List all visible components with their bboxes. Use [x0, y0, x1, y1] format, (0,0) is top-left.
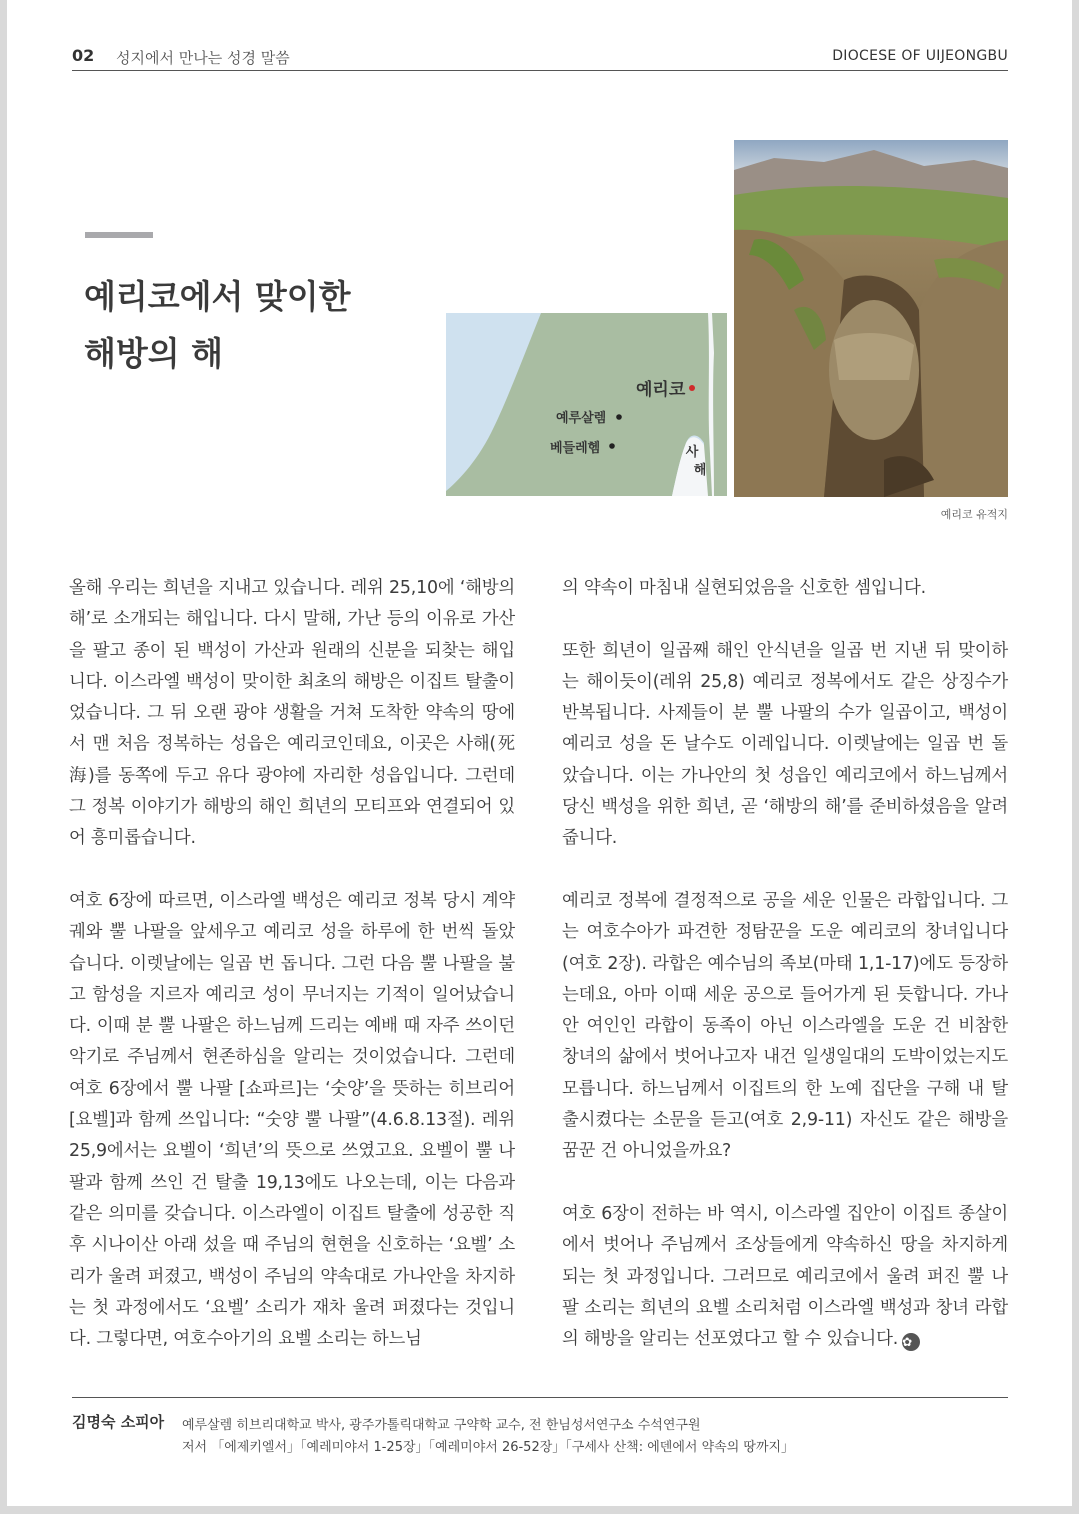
article-title-line2: 해방의 해	[84, 334, 224, 373]
page-number: 02	[72, 46, 95, 65]
page-frame-bottom	[0, 1506, 1079, 1514]
footer-divider	[72, 1397, 1008, 1398]
body-paragraph: 올해 우리는 희년을 지내고 있습니다. 레위 25,10에 ‘해방의 해’로 소개되는 해입니다. 다시 말해, 가난 등의 이유로 가산을 팔고 종이 된 백성이 가산과 원래의 신분을 되찾는 해입니다. 이스라엘 백성이 맞이한 최초의 해방은 이집트 탈출이었습니다. 그 뒤 오랜 광야 생활을 거쳐 도착한 약속의 땅에서 맨 처음 정복하는 성읍은 예리코인데요, 이곳은 사해(死海)를 동쪽에 두고 유다 광야에 자리한 성읍입니다. 그런데 그 정복 이야기가 해방의 해인 희년의 모티프와 연결되어 있어 흥미롭습니다.	[69, 578, 515, 849]
photo-caption: 예리코 유적지	[940, 508, 1008, 521]
map-land-east	[704, 313, 727, 496]
end-mark-icon: ✿	[902, 1333, 920, 1351]
body-paragraph: 의 약속이 마침내 실현되었음을 신호한 셈입니다.	[562, 578, 926, 598]
jericho-ruins-photo	[734, 140, 1008, 497]
body-column-left	[69, 573, 515, 1355]
map-dot-bethlehem	[609, 443, 615, 449]
title-accent-bar	[85, 232, 153, 238]
publisher-name: DIOCESE OF UIJEONGBU	[832, 48, 1008, 64]
body-paragraph-last	[562, 1199, 1008, 1355]
map-label-jericho: 예리코	[636, 380, 686, 400]
map-label-dead-sea-1: 사	[685, 445, 699, 460]
map-dot-jerusalem	[616, 414, 622, 420]
article-title	[84, 268, 424, 382]
page-header	[72, 46, 1008, 68]
author-bio-credentials: 예루살렘 히브리대학교 박사, 광주가톨릭대학교 구약학 교수, 전 한님성서연구소 수석연구원	[182, 1418, 701, 1433]
article-title-line1: 예리코에서 맞이한	[84, 277, 351, 316]
author-bio-books: 저서 「에제키엘서」「예레미야서 1-25장」「예레미야서 26-52장」「구세사 산책: 에덴에서 약속의 땅까지」	[182, 1440, 795, 1455]
body-paragraph: 여호 6장에 따르면, 이스라엘 백성은 예리코 정복 당시 계약 궤와 뿔 나팔을 앞세우고 예리코 성을 하루에 한 번씩 돌았습니다. 이렛날에는 일곱 번 돕니다. 그런 다음 뿔 나팔을 불고 함성을 지르자 예리코 성이 무너지는 기적이 일어났습니다. 이때 분 뿔 나팔은 하느님께 드리는 예배 때 자주 쓰이던 악기로 주님께서 현존하심을 알리는 것이었습니다. 그런데 여호 6장에서 뿔 나팔 [쇼파르]는 ‘숫양’을 뜻하는 히브리어 [요벨]과 함께 쓰입니다: “숫양 뿔 나팔”(4.6.8.13절). 레위 25,9에서는 요벨이 ‘희년’의 뜻으로 쓰였고요. 요벨이 뿔 나팔과 함께 쓰인 건 탈출 19,13에도 나오는데, 이는 다음과 같은 의미를 갖습니다. 이스라엘이 이집트 탈출에 성공한 직후 시나이산 아래 섰을 때 주님의 현현을 신호하는 ‘요벨’ 소리가 울려 퍼졌고, 백성이 주님의 약속대로 가나안을 차지하는 첫 과정에서도 ‘요벨’ 소리가 재차 울려 퍼졌다는 것입니다. 그렇다면, 여호수아기의 요벨 소리는 하느님	[69, 890, 515, 1350]
map-label-jerusalem: 예루살렘	[556, 411, 607, 426]
author-name: 김명숙 소피아	[72, 1413, 165, 1431]
header-divider	[72, 70, 1008, 71]
section-title: 성지에서 만나는 성경 말씀	[116, 49, 290, 67]
body-paragraph: 예리코 정복에 결정적으로 공을 세운 인물은 라합입니다. 그는 여호수아가 파견한 정탐꾼을 도운 예리코의 창녀입니다(여호 2장). 라합은 예수님의 족보(마태 1,1-17)에도 등장하는데요, 아마 이때 세운 공으로 들어가게 된 듯합니다. 가나안 여인인 라합이 동족이 아닌 이스라엘을 도운 건 비참한 창녀의 삶에서 벗어나고자 내건 일생일대의 도박이었는지도 모릅니다. 하느님께서 이집트의 한 노예 집단을 구해 내 탈출시켰다는 소문을 듣고(여호 2,9-11) 자신도 같은 해방을 꿈꾼 건 아니었을까요?	[562, 890, 1008, 1162]
jericho-map	[446, 313, 727, 496]
body-paragraph-text: 여호 6장이 전하는 바 역시, 이스라엘 집안이 이집트 종살이에서 벗어나 주님께서 조상들에게 약속하신 땅을 차지하게 되는 첫 과정입니다. 그러므로 예리코에서 울려 퍼진 뿔 나팔 소리는 희년의 요벨 소리처럼 이스라엘 백성과 창녀 라합의 해방을 알리는 선포였다고 할 수 있습니다.	[562, 1203, 1008, 1350]
body-column-right	[562, 573, 1008, 1355]
page-frame-left	[0, 0, 7, 1514]
body-paragraph: 또한 희년이 일곱째 해인 안식년을 일곱 번 지낸 뒤 맞이하는 해이듯이(레위 25,8) 예리코 정복에서도 같은 상징수가 반복됩니다. 사제들이 분 뿔 나팔의 수가 일곱이고, 백성이 예리코 성을 돈 날수도 이레입니다. 이렛날에는 일곱 번 돌았습니다. 이는 가나안의 첫 성읍인 예리코에서 하느님께서 당신 백성을 위한 희년, 곧 ‘해방의 해’를 준비하셨음을 알려줍니다.	[562, 640, 1008, 849]
page-frame-right	[1072, 0, 1079, 1514]
map-label-bethlehem: 베들레헴	[550, 441, 601, 456]
map-dot-jericho	[689, 385, 695, 391]
map-label-dead-sea-2: 해	[693, 463, 707, 478]
